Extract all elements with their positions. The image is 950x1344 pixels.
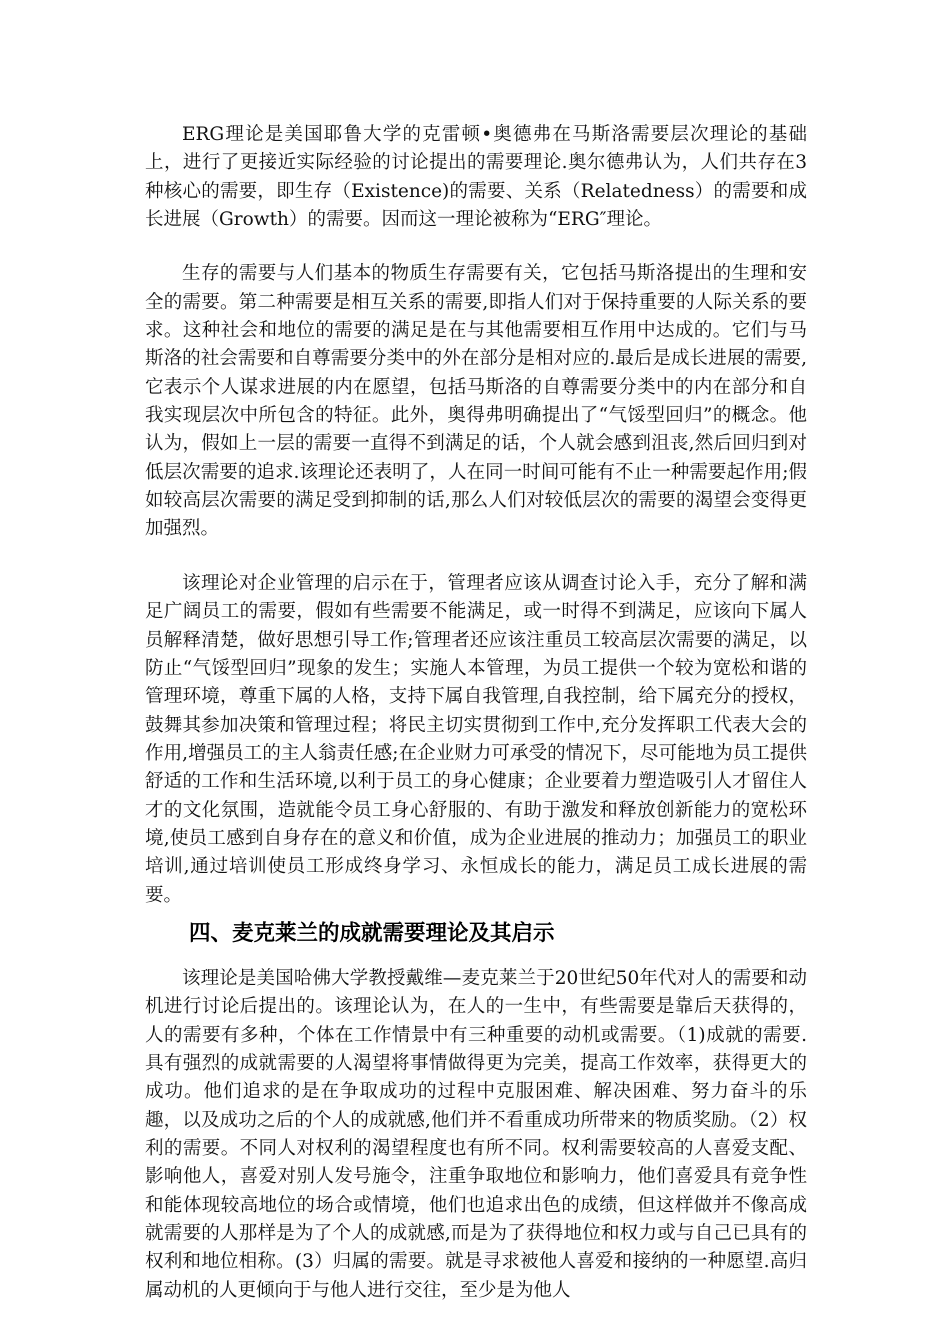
document-body bbox=[145, 121, 807, 1305]
paragraph-erg-intro: ERG理论是美国耶鲁大学的克雷顿•奥德弗在马斯洛需要层次理论的基础上，进行了更接近实际经验的讨论提出的需要理论.奥尔德弗认为，人们共存在3种核心的需要，即生存（Existence)的需要、关系（Relatedness）的需要和成长进展（Growth）的需要。因而这一理论被称为“ERG″理论。 bbox=[145, 124, 807, 231]
paragraph-spacer bbox=[145, 949, 807, 965]
paragraph-erg-implications: 该理论对企业管理的启示在于，管理者应该从调查讨论入手，充分了解和满足广阔员工的需要，假如有些需要不能满足，或一时得不到满足，应该向下属人员解释清楚，做好思想引导工作;管理者还应该注重员工较高层次需要的满足，以防止“气馁型回归”现象的发生；实施人本管理，为员工提供一个较为宽松和谐的管理环境，尊重下属的人格，支持下属自我管理,自我控制，给下属充分的授权，鼓舞其参加决策和管理过程；将民主切实贯彻到工作中,充分发挥职工代表大会的作用,增强员工的主人翁责任感;在企业财力可承受的情况下，尽可能地为员工提供舒适的工作和生活环境,以利于员工的身心健康；企业要着力塑造吸引人才留住人才的文化氛围，造就能令员工身心舒服的、有助于激发和释放创新能力的宽松环境,使员工感到自身存在的意义和价值，成为企业进展的推动力；加强员工的职业培训,通过培训使员工形成终身学习、永恒成长的能力，满足员工成长进展的需要。 bbox=[145, 572, 807, 906]
paragraph-spacer bbox=[145, 234, 807, 260]
section-heading: 四、麦克莱兰的成就需要理论及其启示 bbox=[189, 920, 555, 946]
paragraph-spacer bbox=[145, 910, 807, 919]
paragraph-spacer bbox=[145, 544, 807, 570]
paragraph-erg-details: 生存的需要与人们基本的物质生存需要有关，它包括马斯洛提出的生理和安全的需要。第二种需要是相互关系的需要,即指人们对于保持重要的人际关系的要求。这种社会和地位的需要的满足是在与其他需要相互作用中达成的。它们与马斯洛的社会需要和自尊需要分类中的外在部分是相对应的.最后是成长进展的需要,它表示个人谋求进展的内在愿望，包括马斯洛的自尊需要分类中的内在部分和自我实现层次中所包含的特征。此外，奥得弗明确提出了“气馁型回归”的概念。他认为，假如上一层的需要一直得不到满足的话，个人就会感到沮丧,然后回归到对低层次需要的追求.该理论还表明了，人在同一时间可能有不止一种需要起作用;假如较高层次需要的满足受到抑制的话,那么人们对较低层次的需要的渴望会变得更加强烈。 bbox=[145, 263, 807, 540]
paragraph-mcclelland-theory: 该理论是美国哈佛大学教授戴维—麦克莱兰于20世纪50年代对人的需要和动机进行讨论后提出的。该理论认为，在人的一生中，有些需要是靠后天获得的，人的需要有多种，个体在工作情景中有三种重要的动机或需要。（1)成就的需要.具有强烈的成就需要的人渴望将事情做得更为完美，提高工作效率，获得更大的成功。他们追求的是在争取成功的过程中克服困难、解决困难、努力奋斗的乐趣，以及成功之后的个人的成就感,他们并不看重成功所带来的物质奖励。（2）权利的需要。不同人对权利的渴望程度也有所不同。权利需要较高的人喜爱支配、影响他人，喜爱对别人发号施令，注重争取地位和影响力，他们喜爱具有竞争性和能体现较高地位的场合或情境，他们也追求出色的成绩，但这样做并不像高成就需要的人那样是为了个人的成就感,而是为了获得地位和权力或与自己已具有的权利和地位相称。(3）归属的需要。就是寻求被他人喜爱和接纳的一种愿望.高归属动机的人更倾向于与他人进行交往，至少是为他人 bbox=[145, 967, 807, 1301]
